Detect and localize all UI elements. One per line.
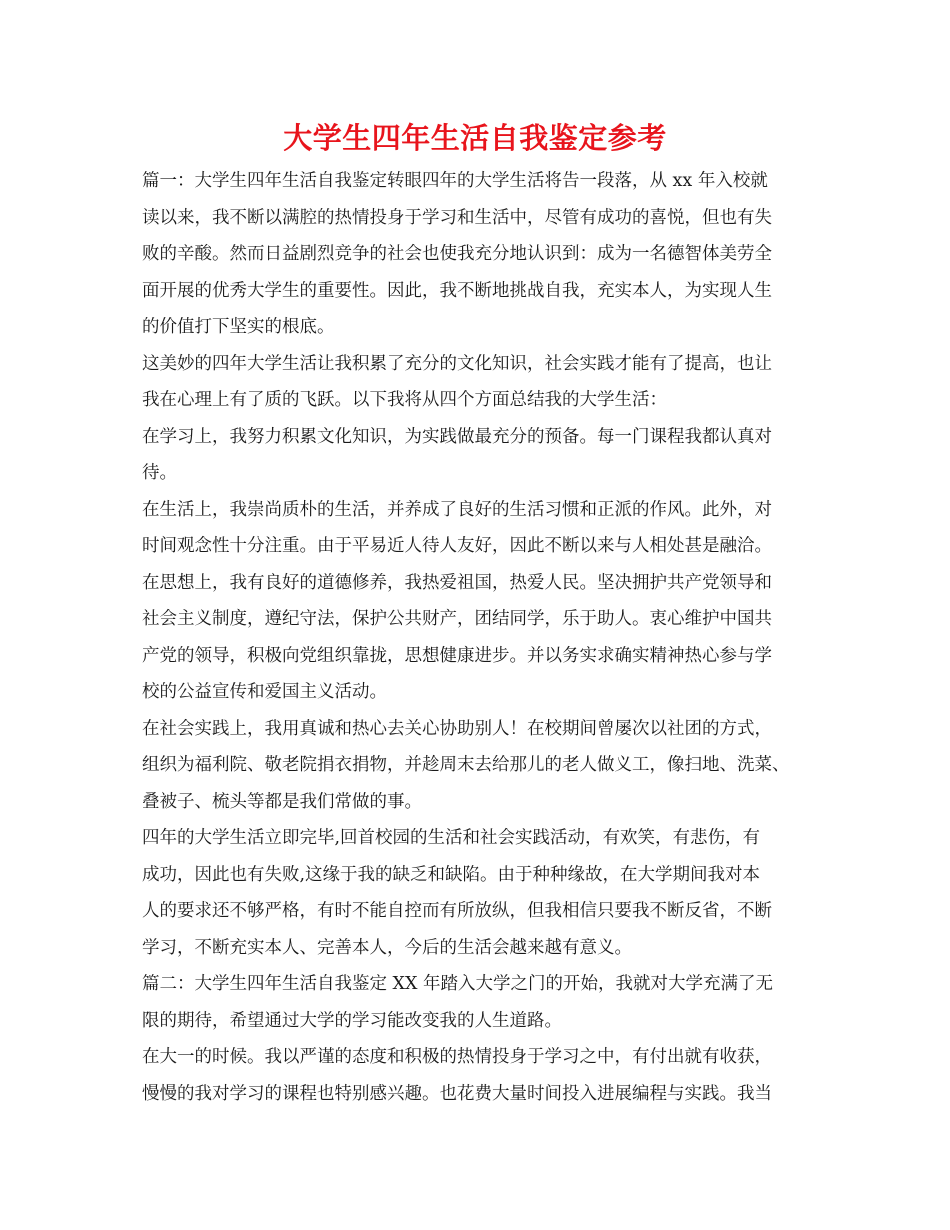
text-line: 叠被子、梳头等都是我们常做的事。	[142, 791, 422, 812]
text-line: 的价值打下坚实的根底。	[142, 317, 335, 337]
text-line: 在生活上，我崇尚质朴的生活，并养成了良好的生活习惯和正派的作风。此外，对	[142, 499, 772, 520]
document-body	[142, 163, 822, 1112]
text-line: 产党的领导，积极向党组织靠拢，思想健康进步。并以务实求确实精神热心参与学	[142, 645, 772, 666]
text-line: 时间观念性十分注重。由于平易近人待人友好，因此不断以来与人相处甚是融洽。	[142, 536, 772, 556]
text-line: 四年的大学生活立即完毕,回首校园的生活和社会实践活动，有欢笑，有悲伤，有	[142, 828, 761, 848]
text-line: 篇二：大学生四年生活自我鉴定 XX 年踏入大学之门的开始，我就对大学充满了无	[142, 974, 774, 994]
text-line: 读以来，我不断以满腔的热情投身于学习和生活中，尽管有成功的喜悦，但也有失	[142, 207, 772, 228]
document-title: 大学生四年生活自我鉴定参考	[283, 121, 667, 155]
text-line: 面开展的优秀大学生的重要性。因此，我不断地挑战自我，充实本人，为实现人生	[142, 280, 772, 301]
text-line: 学习，不断充实本人、完善本人，今后的生活会越来越有意义。	[142, 937, 632, 958]
text-line: 限的期待，希望通过大学的学习能改变我的人生道路。	[142, 1010, 562, 1031]
text-line: 这美妙的四年大学生活让我积累了充分的文化知识，社会实践才能有了提高，也让	[142, 353, 772, 374]
text-line: 人的要求还不够严格，有时不能自控而有所放纵，但我相信只要我不断反省，不断	[142, 901, 772, 921]
text-line: 在思想上，我有良好的道德修养，我热爱祖国，热爱人民。坚决拥护共产党领导和	[142, 572, 772, 593]
text-line: 篇一：大学生四年生活自我鉴定转眼四年的大学生活将告一段落，从 xx 年入校就	[142, 171, 768, 191]
text-line: 在社会实践上，我用真诚和热心去关心协助别人！在校期间曾屡次以社团的方式，	[142, 718, 772, 739]
text-line: 我在心理上有了质的飞跃。以下我将从四个方面总结我的大学生活：	[142, 390, 667, 410]
text-line: 社会主义制度，遵纪守法，保护公共财产，团结同学，乐于助人。衷心维护中国共	[142, 609, 772, 629]
text-line: 在学习上，我努力积累文化知识，为实践做最充分的预备。每一门课程我都认真对	[142, 426, 772, 447]
text-line: 成功，因此也有失败,这缘于我的缺乏和缺陷。由于种种缘故，在大学期间我对本	[142, 864, 761, 885]
text-line: 慢慢的我对学习的课程也特别感兴趣。也花费大量时间投入进展编程与实践。我当	[142, 1083, 772, 1104]
text-line: 在大一的时候。我以严谨的态度和积极的热情投身于学习之中，有付出就有收获，	[142, 1047, 772, 1067]
text-line: 败的辛酸。然而日益剧烈竞争的社会也使我充分地认识到：成为一名德智体美劳全	[142, 244, 772, 264]
text-line: 校的公益宣传和爱国主义活动。	[142, 682, 387, 702]
text-line: 待。	[142, 463, 177, 483]
text-line: 组织为福利院、敬老院捐衣捐物，并趁周末去给那儿的老人做义工，像扫地、洗菜、	[142, 755, 790, 775]
